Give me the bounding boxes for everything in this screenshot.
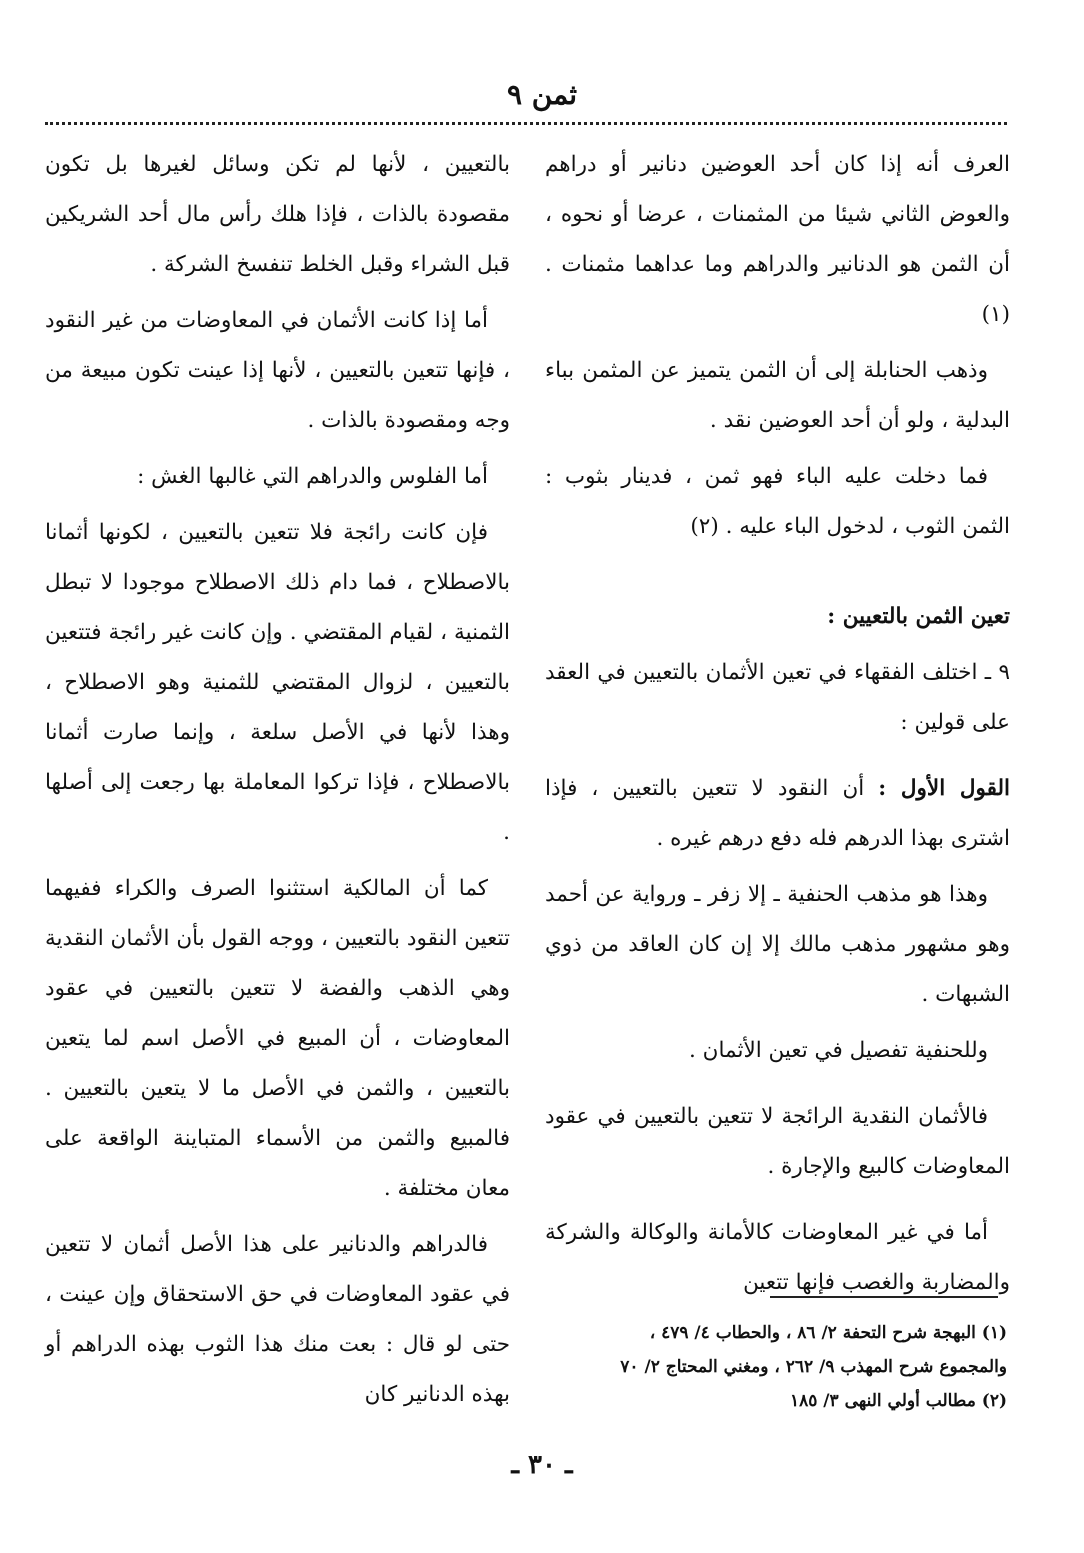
right-column [545, 140, 1010, 1314]
paragraph: فالأثمان النقدية الرائجة لا تتعين بالتعيين في عقود المعاوضات كالبيع والإجارة . [545, 1104, 1010, 1179]
header-dotted-rule [45, 122, 1007, 125]
bold-lead: القول الأول : [878, 776, 1010, 801]
paragraph: ٩ ـ اختلف الفقهاء في تعين الأثمان بالتعيين في العقد على قولين : [545, 660, 1010, 735]
paragraph: فما دخلت عليه الباء فهو ثمن ، فدينار بثوب : الثمن الثوب ، لدخول الباء عليه . (٢) [545, 464, 1010, 539]
paragraph: أما في غير المعاوضات كالأمانة والوكالة والشركة والمضاربة والغصب فإنها تتعين [545, 1220, 1010, 1295]
paragraph-text: أن النقود لا تتعين بالتعيين ، فإذا اشترى بهذا الدرهم فله دفع درهم غيره . [545, 776, 1010, 851]
paragraph: أما إذا كانت الأثمان في المعاوضات من غير النقود ، فإنها تتعين بالتعيين ، لأنها إذا عينت تكون مبيعة من وجه ومقصودة بالذات . [45, 308, 510, 433]
paragraph: أما الفلوس والدراهم التي غالبها الغش : [137, 464, 488, 489]
page-number: ـ ٣٠ ـ [511, 1450, 573, 1480]
footnotes [545, 1316, 1007, 1418]
paragraph: فإن كانت رائجة فلا تتعين بالتعيين ، لكونها أثمانا بالاصطلاح ، فما دام ذلك الاصطلاح موجودا لا تبطل الثمنية ، لقيام المقتضي . وإن كانت غير رائجة فتتعين بالتعيين ، لزوال المقتضي للثمنية وهو الاصطلاح ، وهذا لأنها في الأصل سلعة ، وإنما صارت أثمانا بالاصطلاح ، فإذا تركوا المعاملة بها رجعت إلى أصلها . [45, 520, 510, 845]
paragraph [545, 764, 1010, 864]
footnote-rule [770, 1296, 998, 1298]
paragraph: وللحنفية تفصيل في تعين الأثمان . [689, 1038, 988, 1063]
footnote: والمجموع شرح المهذب ٩/ ٢٦٢ ، ومغني المحتاج ٢/ ٧٠ [620, 1357, 1007, 1377]
paragraph: كما أن المالكية استثنوا الصرف والكراء ففيهما تتعين النقود بالتعيين ، ووجه القول بأن الأثمان النقدية وهي الذهب والفضة لا تتعين بالتعيين في عقود المعاوضات ، أن المبيع في الأصل اسم لما يتعين بالتعيين ، والثمن في الأصل ما لا يتعين بالتعيين . فالمبيع والثمن من الأسماء المتباينة الواقعة على معان مختلفة . [45, 876, 510, 1201]
page-header-title: ثمن ٩ [506, 78, 578, 111]
paragraph: بالتعيين ، لأنها لم تكن وسائل لغيرها بل تكون مقصودة بالذات ، فإذا هلك رأس مال أحد الشريكين قبل الشراء وقبل الخلط تنفسخ الشركة . [45, 152, 510, 277]
paragraph: وهذا هو مذهب الحنفية ـ إلا زفر ـ ورواية عن أحمد وهو مشهور مذهب مالك إلا إن كان العاقد من ذوي الشبهات . [545, 882, 1010, 1007]
section-heading: تعين الثمن بالتعيين : [827, 604, 1010, 629]
left-column [45, 140, 510, 1426]
paragraph: العرف أنه إذا كان أحد العوضين دنانير أو دراهم والعوض الثاني شيئا من المثمنات ، عرضا أو نحوه ، أن الثمن هو الدنانير والدراهم وما عداهما مثمنات . (١) [545, 152, 1010, 327]
paragraph: فالدراهم والدنانير على هذا الأصل أثمان لا تتعين في عقود المعاوضات في حق الاستحقاق وإن عينت ، حتى لو قال : بعت منك هذا الثوب بهذه الدراهم أو بهذه الدنانير كان [45, 1232, 510, 1407]
footnote: (٢) مطالب أولي النهى ٣/ ١٨٥ [789, 1391, 1007, 1411]
footnote: (١) البهجة شرح التحفة ٢/ ٨٦ ، والحطاب ٤/ ٤٧٩ ، [649, 1323, 1007, 1343]
paragraph: وذهب الحنابلة إلى أن الثمن يتميز عن المثمن بباء البدلية ، ولو أن أحد العوضين نقد . [545, 358, 1010, 433]
